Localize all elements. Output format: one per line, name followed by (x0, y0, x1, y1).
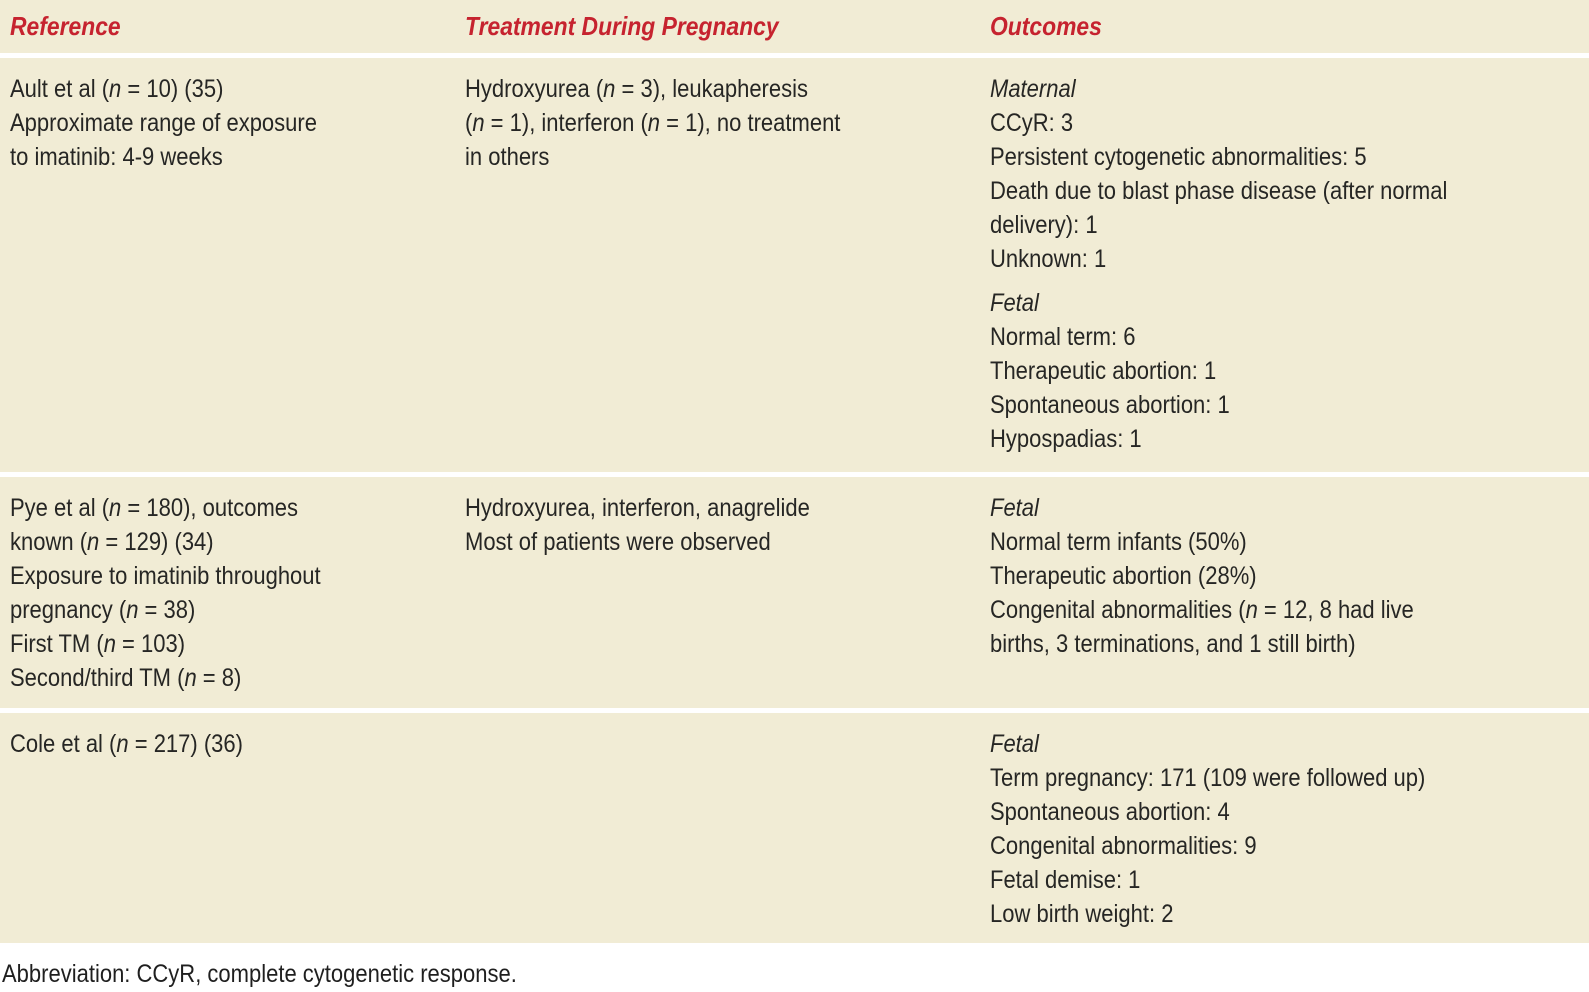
cell-line: Low birth weight: 2 (990, 900, 1174, 928)
cell-line: Most of patients were observed (465, 528, 771, 556)
outcomes-cell (990, 72, 1589, 460)
abbreviation-footnote: Abbreviation: CCyR, complete cytogenetic response. (2, 960, 517, 988)
column-header-treatment: Treatment During Pregnancy (465, 11, 779, 41)
table-header-row (0, 0, 1589, 53)
cell-line: delivery): 1 (990, 211, 1098, 239)
outcome-group (990, 727, 1517, 931)
cell-line: Normal term infants (50%) (990, 528, 1247, 556)
cell-line: Exposure to imatinib throughout (10, 562, 321, 590)
cell-line: Fetal demise: 1 (990, 866, 1141, 894)
cell-line: (n = 1), interferon (n = 1), no treatment (465, 109, 841, 137)
cell-line: Spontaneous abortion: 1 (990, 391, 1230, 419)
cell-line: known (n = 129) (34) (10, 528, 214, 556)
table-row (0, 58, 1589, 472)
outcome-group-heading: Fetal (990, 730, 1039, 758)
outcome-group-heading: Fetal (990, 494, 1039, 522)
cell-line: pregnancy (n = 38) (10, 596, 196, 624)
cell-line: Second/third TM (n = 8) (10, 664, 242, 692)
cell-line: Ault et al (n = 10) (35) (10, 75, 224, 103)
outcome-group (990, 491, 1517, 661)
reference-cell (10, 72, 465, 460)
outcomes-cell (990, 491, 1589, 696)
cell-line: Congenital abnormalities (n = 12, 8 had live (990, 596, 1414, 624)
cell-line: Cole et al (n = 217) (36) (10, 730, 243, 758)
treatment-cell (465, 72, 990, 460)
cell-line: Approximate range of exposure (10, 109, 317, 137)
outcome-group (990, 72, 1517, 276)
cell-line: Death due to blast phase disease (after normal (990, 177, 1448, 205)
cell-line: CCyR: 3 (990, 109, 1074, 137)
table-body (0, 58, 1589, 943)
cell-line: Hypospadias: 1 (990, 425, 1142, 453)
outcome-group (990, 286, 1517, 456)
outcomes-cell (990, 727, 1589, 931)
cell-line: Spontaneous abortion: 4 (990, 798, 1230, 826)
cell-line: Pye et al (n = 180), outcomes (10, 494, 299, 522)
cell-line: in others (465, 143, 550, 171)
column-header-reference: Reference (10, 11, 121, 41)
table-row (0, 477, 1589, 708)
cell-line: First TM (n = 103) (10, 630, 186, 658)
cell-line: Hydroxyurea (n = 3), leukapheresis (465, 75, 809, 103)
cell-line: Hydroxyurea, interferon, anagrelide (465, 494, 810, 522)
cell-line: Unknown: 1 (990, 245, 1107, 273)
treatment-cell (465, 727, 990, 931)
table-row (0, 713, 1589, 943)
column-header-outcomes: Outcomes (990, 11, 1102, 41)
cell-line: Term pregnancy: 171 (109 were followed up) (990, 764, 1426, 792)
outcome-group-heading: Fetal (990, 289, 1039, 317)
reference-cell (10, 727, 465, 931)
cell-line: Therapeutic abortion: 1 (990, 357, 1217, 385)
treatment-cell (465, 491, 990, 696)
cell-line: to imatinib: 4-9 weeks (10, 143, 223, 171)
cell-line: Congenital abnormalities: 9 (990, 832, 1257, 860)
reference-cell (10, 491, 465, 696)
cell-line: Therapeutic abortion (28%) (990, 562, 1257, 590)
cell-line: Persistent cytogenetic abnormalities: 5 (990, 143, 1367, 171)
cell-line: births, 3 terminations, and 1 still birth) (990, 630, 1356, 658)
outcome-group-heading: Maternal (990, 75, 1076, 103)
cell-line: Normal term: 6 (990, 323, 1136, 351)
